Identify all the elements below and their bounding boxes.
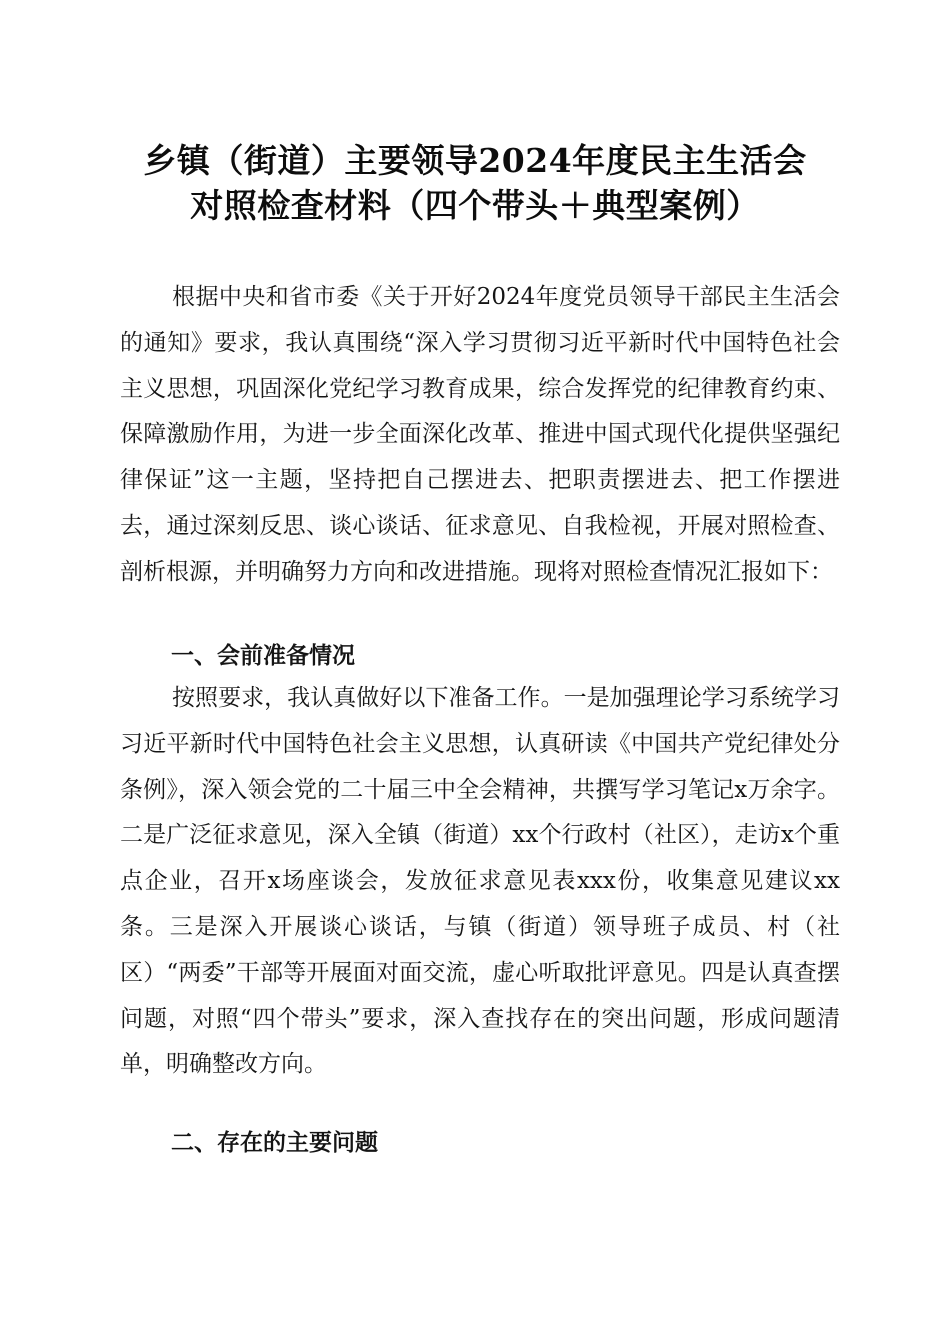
document-title-line-2: 对照检查材料（四个带头＋典型案例） bbox=[190, 186, 760, 225]
preparation-paragraph: 按照要求，我认真做好以下准备工作。一是加强理论学习系统学习习近平新时代中国特色社会主义思想，认真研读《中国共产党纪律处分条例》，深入领会党的二十届三中全会精神，共撰写学习笔记x万余字。二是广泛征求意见，深入全镇（街道）xx个行政村（社区），走访x个重点企业，召开x场座谈会，发放征求意见表xxx份，收集意见建议xx条。三是深入开展谈心谈话，与镇（街道）领导班子成员、村（社区）“两委”干部等开展面对面交流，虚心听取批评意见。四是认真查摆问题，对照“四个带头”要求，深入查找存在的突出问题，形成问题清单，明确整改方向。 bbox=[120, 685, 840, 1078]
intro-paragraph: 根据中央和省市委《关于开好2024年度党员领导干部民主生活会的通知》要求，我认真围绕“深入学习贯彻习近平新时代中国特色社会主义思想，巩固深化党纪学习教育成果，综合发挥党的纪律教育约束、保障激励作用，为进一步全面深化改革、推进中国式现代化提供坚强纪律保证”这一主题，坚持把自己摆进去、把职责摆进去、把工作摆进去，通过深刻反思、谈心谈话、征求意见、自我检视，开展对照检查、剖析根源，并明确努力方向和改进措施。现将对照检查情况汇报如下： bbox=[120, 284, 840, 585]
document-title-line-1: 乡镇（街道）主要领导2024年度民主生活会 bbox=[143, 141, 807, 180]
section-heading-preparation: 一、会前准备情况 bbox=[171, 643, 355, 669]
section-heading-problems: 二、存在的主要问题 bbox=[171, 1130, 378, 1156]
